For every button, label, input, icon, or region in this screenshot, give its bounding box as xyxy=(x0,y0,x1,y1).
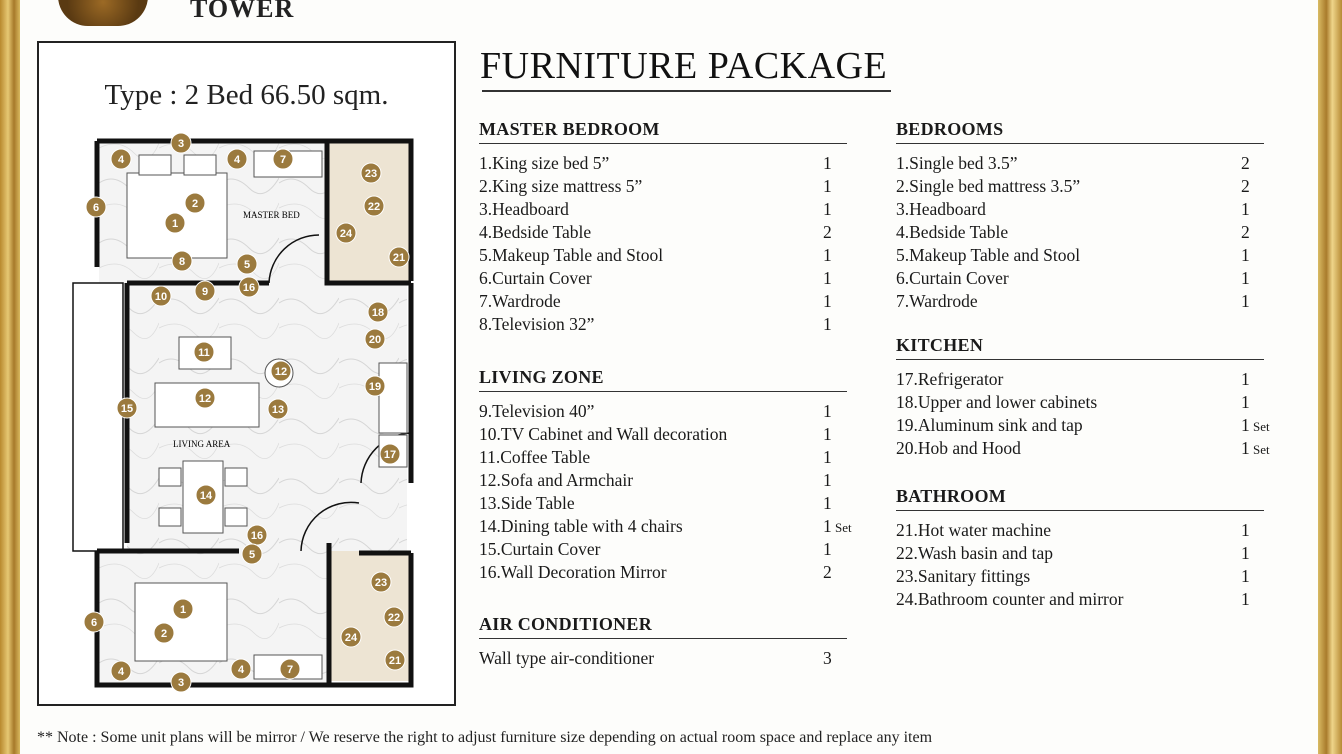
furniture-marker xyxy=(237,254,257,274)
item-quantity: 1 Set xyxy=(823,516,852,536)
item-quantity: 1 xyxy=(823,493,832,513)
furniture-marker xyxy=(172,251,192,271)
item-quantity: 1 xyxy=(1241,392,1250,412)
marker-number: 1 xyxy=(179,604,187,616)
furniture-marker xyxy=(111,149,131,169)
furniture-marker xyxy=(365,376,385,396)
furniture-marker xyxy=(273,149,293,169)
marker-number: 5 xyxy=(243,259,251,271)
item-name: 7.Wardrode xyxy=(479,291,561,311)
marker-number: 21 xyxy=(388,655,402,667)
furniture-marker xyxy=(389,247,409,267)
marker-number: 4 xyxy=(117,154,125,166)
item-quantity: 1 xyxy=(1241,369,1250,389)
item-quantity: 1 xyxy=(1241,291,1250,311)
furniture-marker xyxy=(268,399,288,419)
furniture-item-row xyxy=(479,400,847,423)
page-title: FURNITURE PACKAGE xyxy=(480,45,888,87)
furniture-item-row xyxy=(896,588,1264,611)
furniture-marker xyxy=(194,342,214,362)
furniture-item-row xyxy=(896,290,1264,313)
marker-number: 16 xyxy=(250,530,264,542)
furniture-marker xyxy=(165,213,185,233)
furniture-marker xyxy=(117,398,137,418)
marker-number: 3 xyxy=(177,138,185,150)
item-name: 7.Wardrode xyxy=(896,291,978,311)
marker-number: 23 xyxy=(374,577,388,589)
marker-number: 12 xyxy=(198,393,212,405)
furniture-marker xyxy=(361,163,381,183)
furniture-marker xyxy=(280,659,300,679)
marker-number: 2 xyxy=(160,628,168,640)
marker-number: 12 xyxy=(274,366,288,378)
item-name: 13.Side Table xyxy=(479,493,575,513)
item-quantity: 1 xyxy=(1241,199,1250,219)
item-quantity: 1 xyxy=(823,176,832,196)
marker-number: 4 xyxy=(117,666,125,678)
section-heading: KITCHEN xyxy=(896,335,1264,360)
furniture-item-row xyxy=(896,368,1264,391)
title-divider xyxy=(482,90,891,92)
section-air-conditioner xyxy=(479,614,847,670)
item-quantity: 1 xyxy=(1241,543,1250,563)
item-name: Wall type air-conditioner xyxy=(479,648,655,668)
item-quantity: 1 xyxy=(1241,245,1250,265)
item-name: 15.Curtain Cover xyxy=(479,539,601,559)
marker-number: 17 xyxy=(383,449,397,461)
marker-number: 7 xyxy=(286,664,294,676)
furniture-marker xyxy=(154,623,174,643)
item-name: 14.Dining table with 4 chairs xyxy=(479,516,683,536)
marker-number: 18 xyxy=(371,307,385,319)
item-name: 4.Bedside Table xyxy=(479,222,592,242)
furniture-item-row xyxy=(896,391,1264,414)
furniture-marker xyxy=(86,197,106,217)
item-name: 24.Bathroom counter and mirror xyxy=(896,589,1124,609)
marker-number: 22 xyxy=(367,201,381,213)
furniture-item-row xyxy=(479,538,847,561)
section-kitchen xyxy=(896,335,1270,460)
marker-number: 8 xyxy=(178,256,186,268)
furniture-marker xyxy=(196,485,216,505)
item-quantity: 1 xyxy=(823,268,832,288)
furniture-marker xyxy=(171,672,191,692)
furniture-marker xyxy=(185,193,205,213)
furniture-marker xyxy=(173,599,193,619)
item-quantity: 2 xyxy=(823,562,832,582)
furniture-marker xyxy=(242,544,262,564)
item-quantity: 1 xyxy=(1241,520,1250,540)
item-name: 22.Wash basin and tap xyxy=(896,543,1054,563)
furniture-item-row xyxy=(896,152,1264,175)
section-bedrooms xyxy=(896,119,1264,313)
section-bathroom xyxy=(896,486,1264,611)
furniture-item-row xyxy=(896,244,1264,267)
marker-number: 16 xyxy=(242,282,256,294)
furniture-item-row xyxy=(479,647,847,670)
item-quantity: 1 Set xyxy=(1241,415,1270,435)
item-quantity: 1 xyxy=(823,447,832,467)
footnote: ** Note : Some unit plans will be mirror / We reserve the right to adjust furniture size depending on actual room space and replace any item xyxy=(37,729,933,746)
marker-number: 23 xyxy=(364,168,378,180)
furniture-item-row xyxy=(479,313,847,336)
item-name: 20.Hob and Hood xyxy=(896,438,1021,458)
section-heading: AIR CONDITIONER xyxy=(479,614,847,639)
marker-number: 20 xyxy=(368,334,382,346)
furniture-marker xyxy=(227,149,247,169)
item-name: 17.Refrigerator xyxy=(896,369,1004,389)
marker-number: 4 xyxy=(237,664,245,676)
marker-number: 24 xyxy=(339,228,353,240)
furniture-item-row xyxy=(479,221,847,244)
marker-number: 6 xyxy=(90,617,98,629)
furniture-item-row xyxy=(896,565,1264,588)
item-name: 3.Headboard xyxy=(479,199,569,219)
item-quantity: 2 xyxy=(1241,153,1250,173)
furniture-marker xyxy=(371,572,391,592)
item-quantity: 1 xyxy=(823,470,832,490)
marker-number: 2 xyxy=(191,198,199,210)
floor-plan-drawing xyxy=(39,43,458,708)
item-quantity: 1 xyxy=(823,291,832,311)
furniture-marker xyxy=(84,612,104,632)
item-unit: Set xyxy=(1249,442,1270,457)
marker-number: 24 xyxy=(344,632,358,644)
section-heading: MASTER BEDROOM xyxy=(479,119,847,144)
furniture-item-row xyxy=(896,221,1264,244)
item-name: 5.Makeup Table and Stool xyxy=(479,245,664,265)
furniture-marker xyxy=(368,302,388,322)
item-name: 2.Single bed mattress 3.5” xyxy=(896,176,1081,196)
furniture-item-row xyxy=(479,446,847,469)
marker-number: 22 xyxy=(387,612,401,624)
item-name: 12.Sofa and Armchair xyxy=(479,470,634,490)
item-quantity: 1 xyxy=(823,153,832,173)
marker-number: 19 xyxy=(368,381,382,393)
furniture-item-row xyxy=(479,469,847,492)
furniture-marker xyxy=(195,388,215,408)
furniture-marker xyxy=(364,196,384,216)
marker-number: 1 xyxy=(171,218,179,230)
item-quantity: 2 xyxy=(1241,176,1250,196)
item-quantity: 1 xyxy=(823,401,832,421)
item-name: 8.Television 32” xyxy=(479,314,595,334)
furniture-item-row xyxy=(479,290,847,313)
item-quantity: 1 xyxy=(823,424,832,444)
section-master-bedroom xyxy=(479,119,847,336)
item-unit: Set xyxy=(1249,419,1270,434)
furniture-marker xyxy=(336,223,356,243)
furniture-item-row xyxy=(896,198,1264,221)
furniture-marker xyxy=(171,133,191,153)
furniture-marker xyxy=(151,286,171,306)
item-name: 4.Bedside Table xyxy=(896,222,1009,242)
furniture-marker xyxy=(111,661,131,681)
item-name: 1.Single bed 3.5” xyxy=(896,153,1018,173)
furniture-item-row xyxy=(479,423,847,446)
item-name: 9.Television 40” xyxy=(479,401,595,421)
furniture-marker xyxy=(341,627,361,647)
furniture-marker xyxy=(247,525,267,545)
gold-frame-left xyxy=(0,0,20,754)
furniture-item-row xyxy=(479,244,847,267)
item-quantity: 1 Set xyxy=(1241,438,1270,458)
furniture-item-row xyxy=(896,437,1270,460)
section-heading: BEDROOMS xyxy=(896,119,1264,144)
item-quantity: 2 xyxy=(1241,222,1250,242)
item-name: 10.TV Cabinet and Wall decoration xyxy=(479,424,728,444)
section-living-zone xyxy=(479,367,852,584)
brand-name: TOWER xyxy=(190,0,295,23)
section-heading: LIVING ZONE xyxy=(479,367,847,392)
room-label-living-area: LIVING AREA xyxy=(173,439,231,449)
item-name: 5.Makeup Table and Stool xyxy=(896,245,1081,265)
marker-number: 6 xyxy=(92,202,100,214)
furniture-marker xyxy=(385,650,405,670)
marker-number: 11 xyxy=(198,347,210,359)
marker-number: 5 xyxy=(248,549,256,561)
furniture-item-row xyxy=(479,561,847,584)
gold-frame-right xyxy=(1318,0,1342,754)
marker-number: 15 xyxy=(120,403,134,415)
furniture-item-row xyxy=(896,519,1264,542)
furniture-marker xyxy=(365,329,385,349)
item-quantity: 1 xyxy=(1241,566,1250,586)
furniture-item-row xyxy=(896,542,1264,565)
furniture-item-row xyxy=(479,515,852,538)
item-name: 3.Headboard xyxy=(896,199,986,219)
item-quantity: 1 xyxy=(823,539,832,559)
item-name: 6.Curtain Cover xyxy=(479,268,592,288)
item-quantity: 1 xyxy=(823,199,832,219)
item-name: 2.King size mattress 5” xyxy=(479,176,643,196)
item-quantity: 1 xyxy=(823,245,832,265)
marker-number: 9 xyxy=(201,286,209,298)
item-name: 21.Hot water machine xyxy=(896,520,1052,540)
marker-number: 4 xyxy=(233,154,241,166)
item-quantity: 1 xyxy=(823,314,832,334)
item-unit: Set xyxy=(831,520,852,535)
marker-number: 3 xyxy=(177,677,185,689)
furniture-marker xyxy=(231,659,251,679)
room-label-master-bed: MASTER BED xyxy=(243,210,300,220)
item-name: 1.King size bed 5” xyxy=(479,153,610,173)
marker-number: 7 xyxy=(279,154,287,166)
item-name: 23.Sanitary fittings xyxy=(896,566,1031,586)
marker-number: 14 xyxy=(199,490,213,502)
furniture-marker xyxy=(384,607,404,627)
item-quantity: 2 xyxy=(823,222,832,242)
furniture-item-row xyxy=(479,492,847,515)
furniture-item-row xyxy=(479,175,847,198)
item-name: 6.Curtain Cover xyxy=(896,268,1009,288)
furniture-marker xyxy=(239,277,259,297)
item-name: 16.Wall Decoration Mirror xyxy=(479,562,667,582)
furniture-item-row xyxy=(479,152,847,175)
item-name: 18.Upper and lower cabinets xyxy=(896,392,1098,412)
furniture-item-row xyxy=(479,267,847,290)
furniture-item-row xyxy=(896,267,1264,290)
item-quantity: 3 xyxy=(823,648,832,668)
furniture-item-row xyxy=(896,414,1270,437)
marker-number: 13 xyxy=(271,404,285,416)
unit-type-label: Type : 2 Bed 66.50 sqm. xyxy=(104,79,389,111)
furniture-marker xyxy=(380,444,400,464)
furniture-marker xyxy=(271,361,291,381)
marker-number: 21 xyxy=(392,252,406,264)
section-heading: BATHROOM xyxy=(896,486,1264,511)
item-quantity: 1 xyxy=(1241,589,1250,609)
item-quantity: 1 xyxy=(1241,268,1250,288)
floor-plan-panel xyxy=(37,41,456,706)
item-name: 19.Aluminum sink and tap xyxy=(896,415,1083,435)
furniture-item-row xyxy=(479,198,847,221)
furniture-marker xyxy=(195,281,215,301)
marker-number: 10 xyxy=(154,291,168,303)
furniture-item-row xyxy=(896,175,1264,198)
item-name: 11.Coffee Table xyxy=(479,447,591,467)
